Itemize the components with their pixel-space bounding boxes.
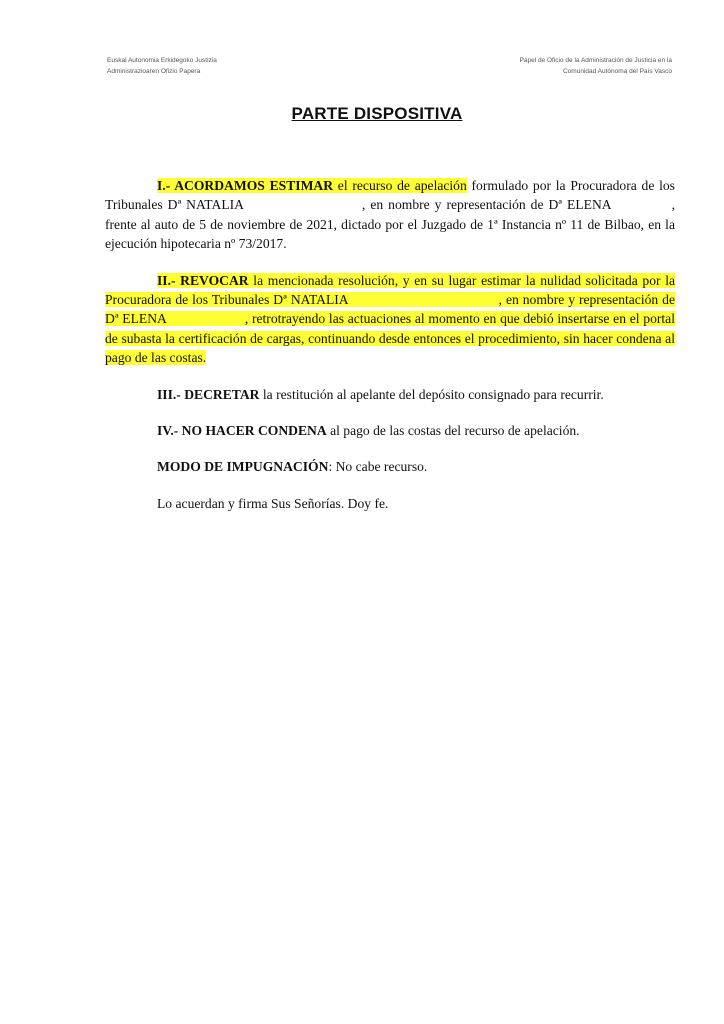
revocar-bold: II.- REVOCAR bbox=[157, 272, 249, 288]
decretar-text: la restitución al apelante del depósito consignado para recurrir. bbox=[259, 386, 604, 402]
acordamos-hl-text: el recurso de apelación bbox=[333, 178, 467, 193]
paragraph-decretar bbox=[105, 385, 675, 404]
document-body bbox=[105, 176, 675, 530]
impugnacion-bold: MODO DE IMPUGNACIÓN bbox=[157, 459, 329, 475]
paragraph-no-condena bbox=[105, 421, 675, 440]
acordamos-text-1: formulado por la Procuradora de los Tribunales Dª NATALIA bbox=[105, 178, 675, 213]
highlight-2 bbox=[105, 273, 675, 366]
paragraph-revocar bbox=[105, 271, 675, 368]
revocar-text-2: , en nombre y representación de Dª ELENA bbox=[105, 292, 675, 327]
header-right-line2: Comunidad Autónoma del País Vasco bbox=[562, 68, 672, 75]
decretar-bold: III.- DECRETAR bbox=[157, 386, 260, 402]
acordamos-bold: I.- ACORDAMOS ESTIMAR bbox=[157, 178, 334, 193]
firma-text: Lo acuerdan y firma Sus Señorías. Doy fe. bbox=[157, 495, 389, 511]
paragraph-impugnacion bbox=[105, 457, 675, 476]
acordamos-text-2: , en nombre y representación de Dª ELENA bbox=[361, 197, 612, 213]
acordamos-text-3: , frente al auto de 5 de noviembre de 2021, dictado por el Juzgado de 1ª Instancia nº 11 de Bilbao, en la ejecución hipotecaria nº 73/2017. bbox=[105, 197, 675, 252]
revocar-text-1: la mencionada resolución, y en su lugar estimar la nulidad solicitada por la Procuradora de los Tribunales Dª NATALIA bbox=[105, 272, 675, 308]
page-title: PARTE DISPOSITIVA bbox=[291, 104, 463, 123]
no-condena-bold: IV.- NO HACER CONDENA bbox=[157, 423, 327, 439]
header-right bbox=[520, 55, 672, 77]
header-right-line1: Papel de Oficio de la Administración de Justicia en la bbox=[519, 57, 672, 64]
paragraph-firma bbox=[105, 494, 675, 513]
header-left bbox=[107, 55, 217, 77]
header-left-line1: Euskal Autonomia Erkidegoko Justizia bbox=[107, 57, 217, 64]
impugnacion-text: : No cabe recurso. bbox=[328, 459, 428, 475]
revocar-text-3: , retrotrayendo las actuaciones al momento en que debió insertarse en el portal de subasta la certificación de cargas, continuando desde entonces el procedimiento, sin hacer condena al pago de las costas. bbox=[105, 311, 675, 366]
highlight-1 bbox=[157, 178, 467, 193]
header-left-line2: Administrazioaren Ofizio Papera bbox=[107, 68, 201, 75]
no-condena-text: al pago de las costas del recurso de apelación. bbox=[326, 423, 580, 439]
paragraph-acordamos bbox=[105, 176, 675, 254]
